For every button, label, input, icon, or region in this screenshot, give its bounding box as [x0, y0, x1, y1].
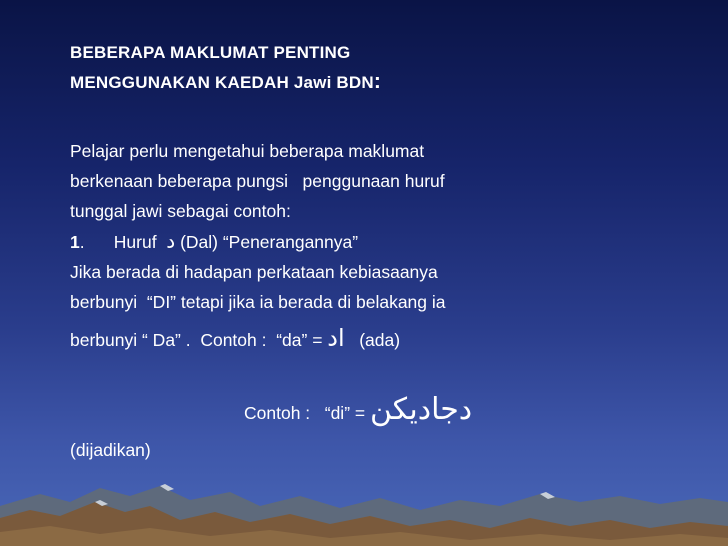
slide-title — [70, 38, 670, 97]
example-2-tail: (dijadikan) — [70, 440, 151, 460]
item-1-label: . Huruf — [79, 232, 167, 252]
item-1-arabic-letter: د — [166, 229, 176, 253]
mountain-landscape-decoration — [0, 436, 728, 546]
example-1-arabic: اد — [327, 324, 345, 352]
example-1-suffix: (ada) — [344, 330, 401, 350]
slide-body — [70, 136, 670, 355]
intro-line-2: berkenaan beberapa pungsi penggunaan huruf — [70, 171, 445, 191]
intro-line-3: tunggal jawi sebagai contoh: — [70, 201, 291, 221]
example-1 — [70, 323, 670, 355]
item-1 — [70, 226, 670, 257]
title-line-2-text: MENGGUNAKAN KAEDAH Jawi BDN — [70, 73, 374, 92]
explanation-line-1: Jika berada di hadapan perkataan kebiasaanya — [70, 262, 438, 282]
example-2 — [244, 392, 472, 427]
title-line-2 — [70, 67, 670, 97]
explanation-line-2: berbunyi “DI” tetapi jika ia berada di belakang ia — [70, 292, 446, 312]
title-line-1: BEBERAPA MAKLUMAT PENTING — [70, 43, 351, 62]
example-2-arabic: دجاديكن — [369, 392, 473, 427]
example-2-prefix: Contoh : “di” = — [244, 403, 370, 423]
item-1-description: (Dal) “Penerangannya” — [175, 232, 359, 252]
example-1-prefix: berbunyi “ Da” . Contoh : “da” = — [70, 330, 328, 350]
item-1-number: 1 — [70, 232, 80, 252]
title-colon: : — [373, 70, 382, 93]
intro-line-1: Pelajar perlu mengetahui beberapa maklumat — [70, 141, 425, 161]
